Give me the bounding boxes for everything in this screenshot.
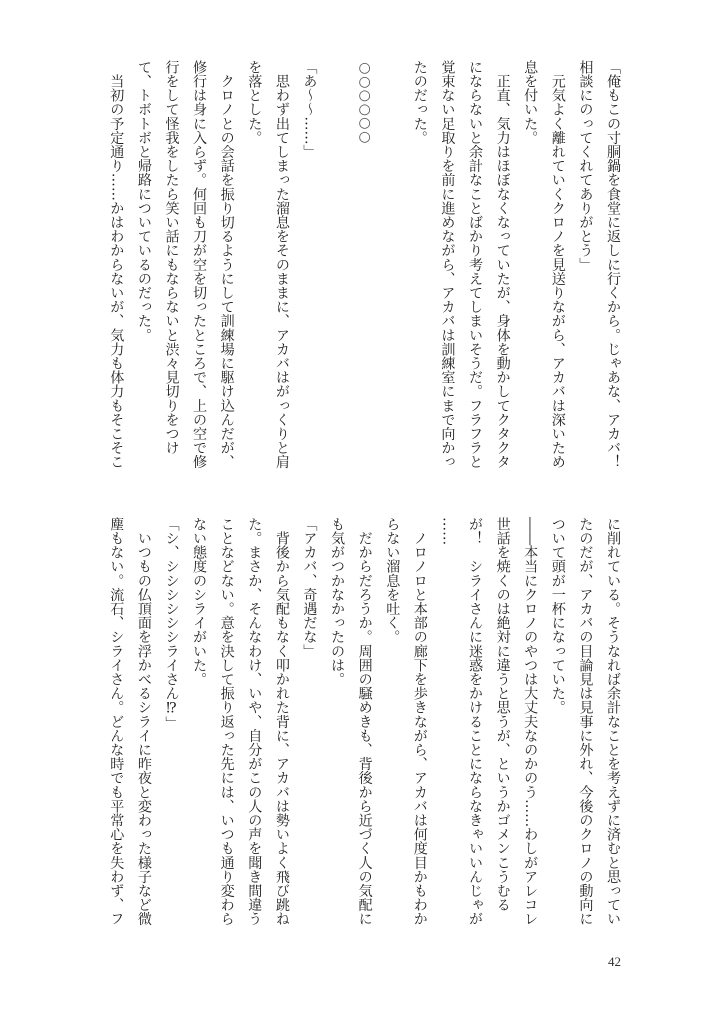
blank-column xyxy=(378,60,406,472)
text-column: 「俺もこの寸胴鍋を食堂に返しに行くから。じゃあな、アカバ！ xyxy=(605,60,621,469)
text-column: た。まさか、そんなわけ、いや、自分がこの人の声を聞き間違う xyxy=(246,517,263,926)
text-column: …… xyxy=(439,517,456,546)
text-column: ことなどない。意を決して振り返った先には、いつも通り変わら xyxy=(218,517,235,926)
text-column: 「あ〜〜……」 xyxy=(301,60,318,159)
text-column: が！ シライさんに迷惑をかけることにならなきゃいいんじゃが xyxy=(467,517,484,926)
text-column: 「アカバ、奇遇だな」 xyxy=(301,517,318,658)
text-column: 息を付いた。 xyxy=(522,60,539,145)
text-column: ――本当にクロノのやつは大丈夫なのかのう……わしがアレコレ xyxy=(522,517,539,926)
text-column: ノロノロと本部の廊下を歩きながら、アカバは何度目かもわか xyxy=(411,517,428,926)
scene-break-marker: ○○○○○○ xyxy=(356,60,373,143)
text-column: クロノとの会話を振り切るようにして訓練場に駆け込んだが、 xyxy=(218,60,235,469)
text-column: たのだが、アカバの目論見は見事に外れ、今後のクロノの動向に xyxy=(577,517,594,926)
text-column: に削れている。そうなれば余計なことを考えずに済むと思ってい xyxy=(605,517,621,926)
text-column: て、トボトボと帰路についているのだった。 xyxy=(135,60,152,342)
text-column: 当初の予定通り……かはわからないが、気力も体力もそこそこ xyxy=(108,60,125,469)
text-column: たのだった。 xyxy=(411,60,428,145)
text-column: 修行は身に入らず。何回も刀が空を切ったところで、上の空で修 xyxy=(191,60,208,469)
text-column: らない溜息を吐く。 xyxy=(384,517,401,644)
text-block-lower xyxy=(101,517,626,929)
text-column: ついて頭が一杯になっていた。 xyxy=(549,517,566,715)
text-column: を落とした。 xyxy=(246,60,263,145)
text-column: 覚束ない足取りを前に進めながら、アカバは訓練室にまで向かっ xyxy=(439,60,456,469)
text-column: 元気よく離れていくクロノを見送りながら、アカバは深いため xyxy=(549,60,566,469)
text-column: だからだろうか。周囲の騒めきも、背後から近づく人の気配に xyxy=(356,517,373,926)
text-column: ない態度のシライがいた。 xyxy=(191,517,208,687)
page-number: 42 xyxy=(608,954,621,969)
text-column: 背後から気配もなく叩かれた背に、アカバは勢いよく飛び跳ね xyxy=(273,517,290,926)
text-column: 「シ、シシシシシシライさん⁉」 xyxy=(163,517,180,731)
blank-column xyxy=(322,60,350,472)
text-column: 相談にのってくれてありがとう」 xyxy=(577,60,594,272)
text-column: にならないと余計なことばかり考えてしまいそうだ。フラフラと xyxy=(467,60,484,469)
text-block-upper xyxy=(101,60,626,472)
text-column: も気がつかなかったのは。 xyxy=(329,517,346,687)
text-column: 思わず出てしまった溜息をそのままに、アカバはがっくりと肩 xyxy=(273,60,290,469)
text-column: 行をして怪我をしたら笑い話にもならないと渋々見切りをつけ xyxy=(163,60,180,455)
text-column: いつもの仏頂面を浮かべるシライに昨夜と変わった様子など微 xyxy=(135,517,152,926)
text-column: 塵もない。流石、シライさん。どんな時でも平常心を失わず、フ xyxy=(108,517,125,926)
text-column: 正直、気力はほぼなくなっていたが、身体を動かしてクタクタ xyxy=(494,60,511,469)
text-column: 世話を焼くのは絶対に違うと思うが、というかゴメンこうむる xyxy=(494,517,511,912)
